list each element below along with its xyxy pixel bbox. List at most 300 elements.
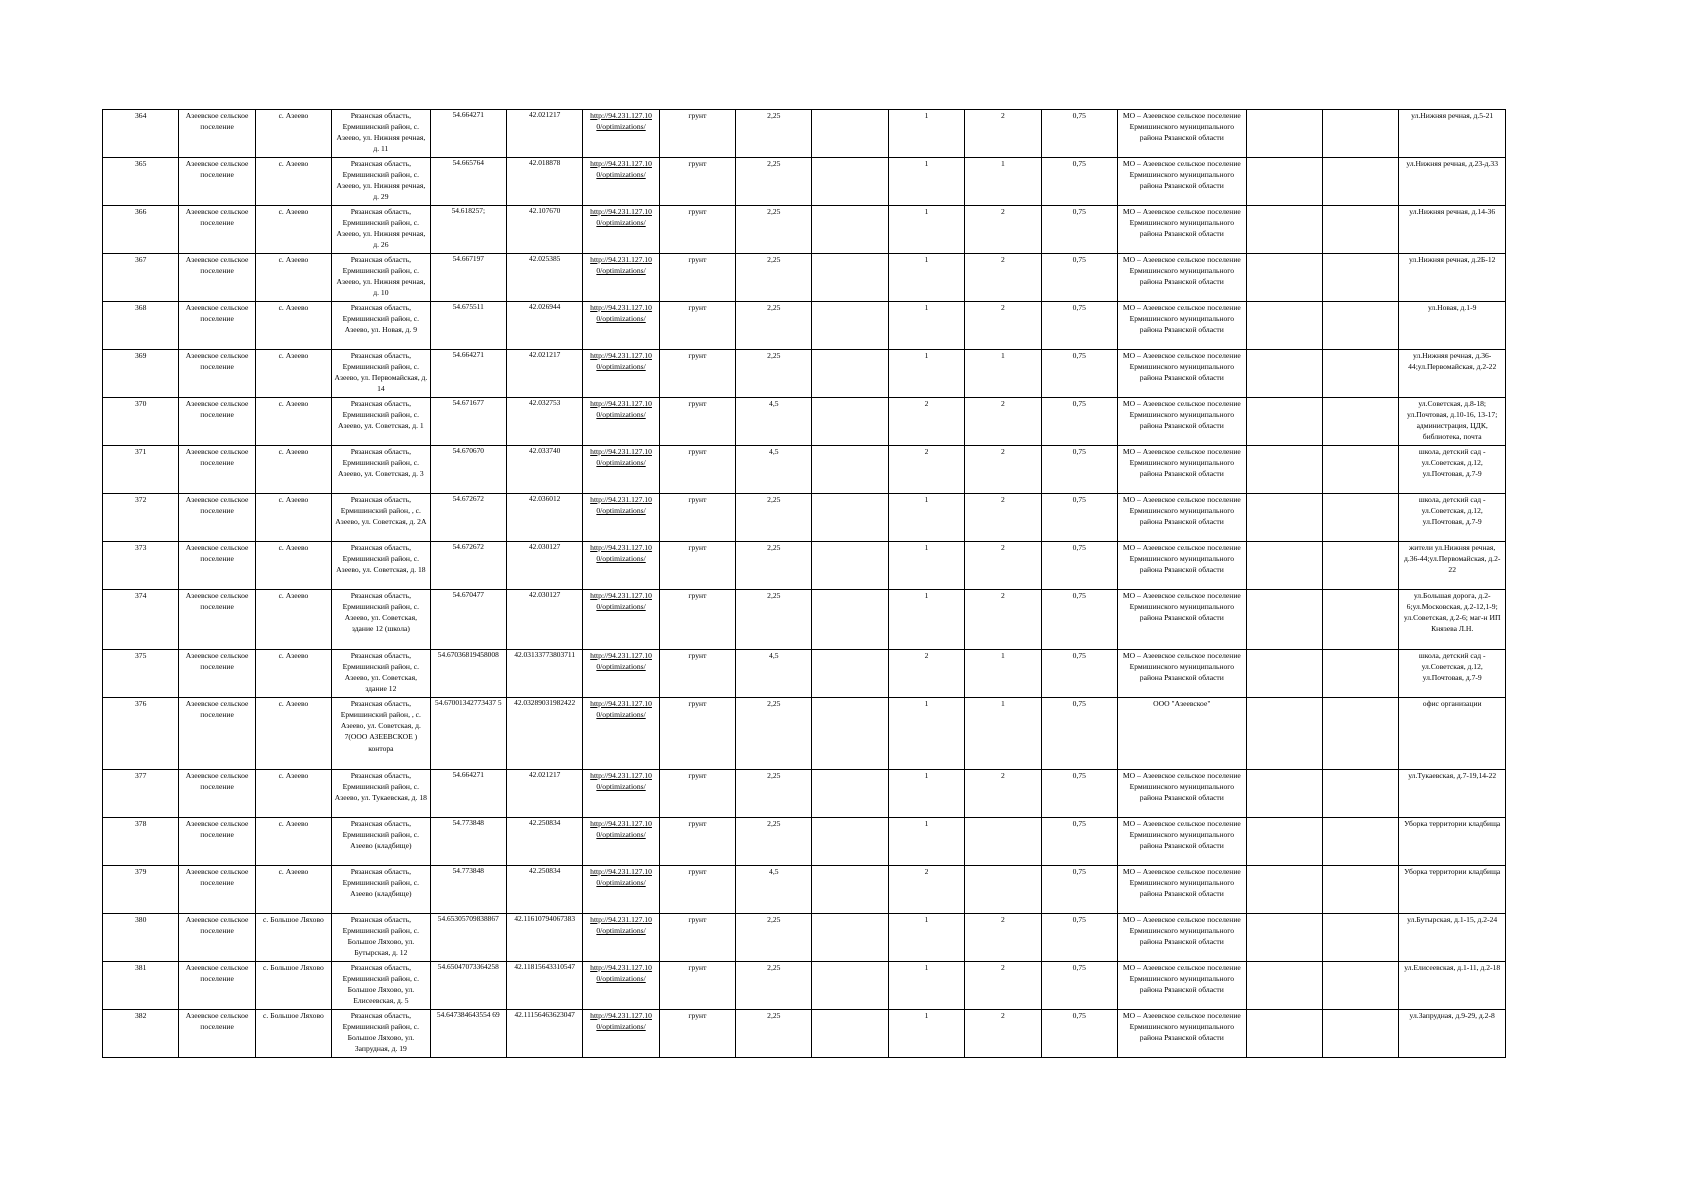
planned-count-cell <box>965 866 1041 914</box>
served-objects-cell: ул.Большая дорога, д.2-6;ул.Московская, д.2-12,1-9; ул.Советская, д.2-6; маг-н ИП Князева Л.Н. <box>1399 590 1506 650</box>
surface-type-cell: грунт <box>659 542 735 590</box>
empty-cell <box>1323 302 1399 350</box>
container-volume-cell: 0,75 <box>1041 494 1117 542</box>
empty-cell <box>1323 158 1399 206</box>
owner-cell: МО – Азеевское сельское поселение Ермишинского муниципального района Рязанской области <box>1117 206 1246 254</box>
latitude-cell: 54.672672 <box>430 542 506 590</box>
optimizations-link[interactable]: http://94.231.127.10 0/optimizations/ <box>583 206 659 254</box>
container-count-cell: 2 <box>888 866 964 914</box>
owner-cell: ООО "Азеевское" <box>1117 698 1246 770</box>
served-objects-cell: ул.Нижняя речная, д.5-21 <box>1399 110 1506 158</box>
latitude-cell: 54.773848 <box>430 818 506 866</box>
longitude-cell: 42.032753 <box>506 398 582 446</box>
surface-type-cell: грунт <box>659 650 735 698</box>
container-count-cell: 1 <box>888 110 964 158</box>
latitude-cell: 54.671677 <box>430 398 506 446</box>
latitude-cell: 54.664271 <box>430 350 506 398</box>
address-cell: Рязанская область, Ермишинский район, с. Азеево, ул. Нижняя речная, д. 10 <box>332 254 430 302</box>
optimizations-link[interactable]: http://94.231.127.10 0/optimizations/ <box>583 914 659 962</box>
empty-cell <box>1246 542 1322 590</box>
area-cell: 2,25 <box>736 110 812 158</box>
longitude-cell: 42.036012 <box>506 494 582 542</box>
optimizations-link[interactable]: http://94.231.127.10 0/optimizations/ <box>583 158 659 206</box>
address-cell: Рязанская область, Ермишинский район, с. Азеево, ул. Советская, здание 12 <box>332 650 430 698</box>
empty-cell <box>812 254 888 302</box>
row-number-cell: 380 <box>103 914 179 962</box>
settlement-cell: Азеевское сельское поселение <box>179 206 255 254</box>
longitude-cell: 42.025385 <box>506 254 582 302</box>
empty-cell <box>1323 542 1399 590</box>
locality-cell: с. Азеево <box>255 110 331 158</box>
container-count-cell: 2 <box>888 650 964 698</box>
surface-type-cell: грунт <box>659 1010 735 1058</box>
area-cell: 2,25 <box>736 818 812 866</box>
planned-count-cell: 2 <box>965 914 1041 962</box>
served-objects-cell: ул.Новая, д.1-9 <box>1399 302 1506 350</box>
table-row <box>103 770 1506 818</box>
area-cell: 2,25 <box>736 590 812 650</box>
address-cell: Рязанская область, Ермишинский район, с. Азеево, ул. Новая, д. 9 <box>332 302 430 350</box>
surface-type-cell: грунт <box>659 158 735 206</box>
longitude-cell: 42.250834 <box>506 866 582 914</box>
area-cell: 2,25 <box>736 698 812 770</box>
longitude-cell: 42.107670 <box>506 206 582 254</box>
served-objects-cell: Уборка территории кладбища <box>1399 866 1506 914</box>
locality-cell: с. Большое Ляхово <box>255 962 331 1010</box>
empty-cell <box>1323 350 1399 398</box>
owner-cell: МО – Азеевское сельское поселение Ермишинского муниципального района Рязанской области <box>1117 866 1246 914</box>
optimizations-link[interactable]: http://94.231.127.10 0/optimizations/ <box>583 650 659 698</box>
table-row <box>103 818 1506 866</box>
table-row <box>103 962 1506 1010</box>
owner-cell: МО – Азеевское сельское поселение Ермишинского муниципального района Рязанской области <box>1117 962 1246 1010</box>
empty-cell <box>812 914 888 962</box>
row-number-cell: 372 <box>103 494 179 542</box>
registry-table <box>102 109 1506 1058</box>
surface-type-cell: грунт <box>659 302 735 350</box>
served-objects-cell: Уборка территории кладбища <box>1399 818 1506 866</box>
table-row <box>103 590 1506 650</box>
owner-cell: МО – Азеевское сельское поселение Ермишинского муниципального района Рязанской области <box>1117 398 1246 446</box>
settlement-cell: Азеевское сельское поселение <box>179 698 255 770</box>
row-number-cell: 381 <box>103 962 179 1010</box>
optimizations-link[interactable]: http://94.231.127.10 0/optimizations/ <box>583 398 659 446</box>
empty-cell <box>1246 350 1322 398</box>
planned-count-cell: 2 <box>965 1010 1041 1058</box>
table-body <box>103 110 1506 1058</box>
container-count-cell: 1 <box>888 818 964 866</box>
locality-cell: с. Азеево <box>255 590 331 650</box>
row-number-cell: 371 <box>103 446 179 494</box>
empty-cell <box>1246 254 1322 302</box>
area-cell: 2,25 <box>736 254 812 302</box>
optimizations-link[interactable]: http://94.231.127.10 0/optimizations/ <box>583 494 659 542</box>
empty-cell <box>1246 698 1322 770</box>
surface-type-cell: грунт <box>659 590 735 650</box>
address-cell: Рязанская область, Ермишинский район, с. Азеево, ул. Нижняя речная, д. 26 <box>332 206 430 254</box>
latitude-cell: 54.664271 <box>430 770 506 818</box>
locality-cell: с. Азеево <box>255 302 331 350</box>
container-volume-cell: 0,75 <box>1041 590 1117 650</box>
empty-cell <box>1246 110 1322 158</box>
address-cell: Рязанская область, Ермишинский район, с. Азеево, ул. Нижняя речная, д. 11 <box>332 110 430 158</box>
served-objects-cell: ул.Нижняя речная, д.2Б-12 <box>1399 254 1506 302</box>
locality-cell: с. Азеево <box>255 494 331 542</box>
owner-cell: МО – Азеевское сельское поселение Ермишинского муниципального района Рязанской области <box>1117 818 1246 866</box>
empty-cell <box>812 206 888 254</box>
owner-cell: МО – Азеевское сельское поселение Ермишинского муниципального района Рязанской области <box>1117 542 1246 590</box>
served-objects-cell: ул.Запрудная, д.9-29, д.2-8 <box>1399 1010 1506 1058</box>
settlement-cell: Азеевское сельское поселение <box>179 494 255 542</box>
table-row <box>103 698 1506 770</box>
empty-cell <box>1246 650 1322 698</box>
locality-cell: с. Азеево <box>255 698 331 770</box>
row-number-cell: 379 <box>103 866 179 914</box>
address-cell: Рязанская область, Ермишинский район, с. Большое Ляхово, ул. Елисеевская, д. 5 <box>332 962 430 1010</box>
empty-cell <box>812 398 888 446</box>
optimizations-link[interactable]: http://94.231.127.10 0/optimizations/ <box>583 350 659 398</box>
container-count-cell: 1 <box>888 1010 964 1058</box>
surface-type-cell: грунт <box>659 350 735 398</box>
table-row <box>103 446 1506 494</box>
empty-cell <box>1323 110 1399 158</box>
latitude-cell: 54.65305709838867 <box>430 914 506 962</box>
empty-cell <box>1246 914 1322 962</box>
container-volume-cell: 0,75 <box>1041 446 1117 494</box>
container-volume-cell: 0,75 <box>1041 254 1117 302</box>
longitude-cell: 42.11610794067383 <box>506 914 582 962</box>
planned-count-cell: 2 <box>965 446 1041 494</box>
surface-type-cell: грунт <box>659 962 735 1010</box>
longitude-cell: 42.026944 <box>506 302 582 350</box>
area-cell: 2,25 <box>736 350 812 398</box>
locality-cell: с. Азеево <box>255 350 331 398</box>
row-number-cell: 368 <box>103 302 179 350</box>
owner-cell: МО – Азеевское сельское поселение Ермишинского муниципального района Рязанской области <box>1117 650 1246 698</box>
address-cell: Рязанская область, Ермишинский район, с. Азеево, ул. Тукаевская, д. 18 <box>332 770 430 818</box>
latitude-cell: 54.664271 <box>430 110 506 158</box>
address-cell: Рязанская область, Ермишинский район, с. Азеево, ул. Советская, д. 18 <box>332 542 430 590</box>
row-number-cell: 376 <box>103 698 179 770</box>
area-cell: 2,25 <box>736 914 812 962</box>
settlement-cell: Азеевское сельское поселение <box>179 770 255 818</box>
container-count-cell: 1 <box>888 698 964 770</box>
latitude-cell: 54.65047073364258 <box>430 962 506 1010</box>
owner-cell: МО – Азеевское сельское поселение Ермишинского муниципального района Рязанской области <box>1117 350 1246 398</box>
empty-cell <box>812 770 888 818</box>
empty-cell <box>1323 818 1399 866</box>
longitude-cell: 42.018878 <box>506 158 582 206</box>
empty-cell <box>812 446 888 494</box>
planned-count-cell: 2 <box>965 962 1041 1010</box>
empty-cell <box>812 590 888 650</box>
settlement-cell: Азеевское сельское поселение <box>179 1010 255 1058</box>
served-objects-cell: ул.Нижняя речная, д.14-36 <box>1399 206 1506 254</box>
table-row <box>103 542 1506 590</box>
owner-cell: МО – Азеевское сельское поселение Ермишинского муниципального района Рязанской области <box>1117 110 1246 158</box>
empty-cell <box>1323 866 1399 914</box>
settlement-cell: Азеевское сельское поселение <box>179 110 255 158</box>
optimizations-link[interactable]: http://94.231.127.10 0/optimizations/ <box>583 866 659 914</box>
locality-cell: с. Азеево <box>255 206 331 254</box>
planned-count-cell: 2 <box>965 398 1041 446</box>
settlement-cell: Азеевское сельское поселение <box>179 866 255 914</box>
planned-count-cell: 1 <box>965 650 1041 698</box>
empty-cell <box>1323 494 1399 542</box>
latitude-cell: 54.618257; <box>430 206 506 254</box>
container-count-cell: 1 <box>888 914 964 962</box>
empty-cell <box>1246 302 1322 350</box>
locality-cell: с. Большое Ляхово <box>255 914 331 962</box>
container-count-cell: 2 <box>888 398 964 446</box>
owner-cell: МО – Азеевское сельское поселение Ермишинского муниципального района Рязанской области <box>1117 914 1246 962</box>
surface-type-cell: грунт <box>659 446 735 494</box>
latitude-cell: 54.667197 <box>430 254 506 302</box>
latitude-cell: 54.773848 <box>430 866 506 914</box>
container-volume-cell: 0,75 <box>1041 914 1117 962</box>
optimizations-link[interactable]: http://94.231.127.10 0/optimizations/ <box>583 962 659 1010</box>
area-cell: 2,25 <box>736 494 812 542</box>
empty-cell <box>1246 962 1322 1010</box>
empty-cell <box>1246 494 1322 542</box>
locality-cell: с. Азеево <box>255 866 331 914</box>
latitude-cell: 54.670477 <box>430 590 506 650</box>
area-cell: 4,5 <box>736 398 812 446</box>
container-volume-cell: 0,75 <box>1041 206 1117 254</box>
surface-type-cell: грунт <box>659 206 735 254</box>
row-number-cell: 369 <box>103 350 179 398</box>
area-cell: 2,25 <box>736 206 812 254</box>
owner-cell: МО – Азеевское сельское поселение Ермишинского муниципального района Рязанской области <box>1117 158 1246 206</box>
settlement-cell: Азеевское сельское поселение <box>179 818 255 866</box>
surface-type-cell: грунт <box>659 698 735 770</box>
area-cell: 2,25 <box>736 158 812 206</box>
optimizations-link[interactable]: http://94.231.127.10 0/optimizations/ <box>583 302 659 350</box>
optimizations-link[interactable]: http://94.231.127.10 0/optimizations/ <box>583 590 659 650</box>
row-number-cell: 377 <box>103 770 179 818</box>
empty-cell <box>1246 866 1322 914</box>
empty-cell <box>812 350 888 398</box>
empty-cell <box>812 302 888 350</box>
row-number-cell: 378 <box>103 818 179 866</box>
settlement-cell: Азеевское сельское поселение <box>179 914 255 962</box>
owner-cell: МО – Азеевское сельское поселение Ермишинского муниципального района Рязанской области <box>1117 590 1246 650</box>
surface-type-cell: грунт <box>659 398 735 446</box>
area-cell: 2,25 <box>736 1010 812 1058</box>
owner-cell: МО – Азеевское сельское поселение Ермишинского муниципального района Рязанской области <box>1117 1010 1246 1058</box>
planned-count-cell: 2 <box>965 590 1041 650</box>
latitude-cell: 54.647384643554 69 <box>430 1010 506 1058</box>
empty-cell <box>812 866 888 914</box>
container-count-cell: 1 <box>888 962 964 1010</box>
table-row <box>103 158 1506 206</box>
planned-count-cell: 1 <box>965 158 1041 206</box>
container-volume-cell: 0,75 <box>1041 302 1117 350</box>
longitude-cell: 42.03133773803711 <box>506 650 582 698</box>
planned-count-cell: 2 <box>965 110 1041 158</box>
optimizations-link[interactable]: http://94.231.127.10 0/optimizations/ <box>583 1010 659 1058</box>
empty-cell <box>1246 398 1322 446</box>
container-count-cell: 1 <box>888 254 964 302</box>
surface-type-cell: грунт <box>659 254 735 302</box>
empty-cell <box>1323 962 1399 1010</box>
empty-cell <box>1323 1010 1399 1058</box>
empty-cell <box>812 110 888 158</box>
settlement-cell: Азеевское сельское поселение <box>179 542 255 590</box>
empty-cell <box>1246 590 1322 650</box>
area-cell: 4,5 <box>736 446 812 494</box>
latitude-cell: 54.675511 <box>430 302 506 350</box>
empty-cell <box>812 650 888 698</box>
optimizations-link[interactable]: http://94.231.127.10 0/optimizations/ <box>583 110 659 158</box>
container-volume-cell: 0,75 <box>1041 770 1117 818</box>
table-row <box>103 866 1506 914</box>
address-cell: Рязанская область, Ермишинский район, с. Азеево, ул. Советская, д. 3 <box>332 446 430 494</box>
row-number-cell: 382 <box>103 1010 179 1058</box>
longitude-cell: 42.250834 <box>506 818 582 866</box>
row-number-cell: 367 <box>103 254 179 302</box>
area-cell: 2,25 <box>736 962 812 1010</box>
container-count-cell: 1 <box>888 158 964 206</box>
table-row <box>103 1010 1506 1058</box>
surface-type-cell: грунт <box>659 818 735 866</box>
empty-cell <box>1323 398 1399 446</box>
address-cell: Рязанская область, Ермишинский район, , с. Азеево, ул. Советская, д. 2А <box>332 494 430 542</box>
longitude-cell: 42.11815643310547 <box>506 962 582 1010</box>
empty-cell <box>1323 254 1399 302</box>
served-objects-cell: ул.Бутырская, д.1-15, д.2-24 <box>1399 914 1506 962</box>
owner-cell: МО – Азеевское сельское поселение Ермишинского муниципального района Рязанской области <box>1117 254 1246 302</box>
empty-cell <box>1323 650 1399 698</box>
planned-count-cell: 1 <box>965 350 1041 398</box>
row-number-cell: 374 <box>103 590 179 650</box>
served-objects-cell: ул.Нижняя речная, д.23-д.33 <box>1399 158 1506 206</box>
container-volume-cell: 0,75 <box>1041 962 1117 1010</box>
longitude-cell: 42.030127 <box>506 542 582 590</box>
latitude-cell: 54.67036819458008 <box>430 650 506 698</box>
served-objects-cell: ул.Нижняя речная, д.36-44;ул.Первомайская, д.2-22 <box>1399 350 1506 398</box>
served-objects-cell: школа, детский сад - ул.Советская, д.12, ул.Почтовая, д.7-9 <box>1399 494 1506 542</box>
planned-count-cell: 2 <box>965 254 1041 302</box>
longitude-cell: 42.033740 <box>506 446 582 494</box>
row-number-cell: 370 <box>103 398 179 446</box>
optimizations-link[interactable]: http://94.231.127.10 0/optimizations/ <box>583 770 659 818</box>
settlement-cell: Азеевское сельское поселение <box>179 446 255 494</box>
address-cell: Рязанская область, Ермишинский район, с. Азеево, ул. Первомайская, д. 14 <box>332 350 430 398</box>
area-cell: 2,25 <box>736 302 812 350</box>
owner-cell: МО – Азеевское сельское поселение Ермишинского муниципального района Рязанской области <box>1117 446 1246 494</box>
empty-cell <box>1246 770 1322 818</box>
surface-type-cell: грунт <box>659 494 735 542</box>
container-volume-cell: 0,75 <box>1041 398 1117 446</box>
empty-cell <box>1246 818 1322 866</box>
optimizations-link[interactable]: http://94.231.127.10 0/optimizations/ <box>583 542 659 590</box>
empty-cell <box>1246 1010 1322 1058</box>
row-number-cell: 375 <box>103 650 179 698</box>
empty-cell <box>812 818 888 866</box>
container-volume-cell: 0,75 <box>1041 818 1117 866</box>
locality-cell: с. Большое Ляхово <box>255 1010 331 1058</box>
empty-cell <box>1323 590 1399 650</box>
area-cell: 4,5 <box>736 650 812 698</box>
latitude-cell: 54.665764 <box>430 158 506 206</box>
container-volume-cell: 0,75 <box>1041 866 1117 914</box>
owner-cell: МО – Азеевское сельское поселение Ермишинского муниципального района Рязанской области <box>1117 770 1246 818</box>
locality-cell: с. Азеево <box>255 446 331 494</box>
empty-cell <box>812 158 888 206</box>
optimizations-link[interactable]: http://94.231.127.10 0/optimizations/ <box>583 698 659 770</box>
longitude-cell: 42.11156463623047 <box>506 1010 582 1058</box>
table-row <box>103 650 1506 698</box>
planned-count-cell: 2 <box>965 494 1041 542</box>
container-volume-cell: 0,75 <box>1041 350 1117 398</box>
locality-cell: с. Азеево <box>255 398 331 446</box>
empty-cell <box>812 1010 888 1058</box>
area-cell: 2,25 <box>736 770 812 818</box>
address-cell: Рязанская область, Ермишинский район, с. Азеево, ул. Советская, д. 1 <box>332 398 430 446</box>
container-count-cell: 1 <box>888 494 964 542</box>
address-cell: Рязанская область, Ермишинский район, с. Азеево (кладбище) <box>332 866 430 914</box>
settlement-cell: Азеевское сельское поселение <box>179 398 255 446</box>
latitude-cell: 54.672672 <box>430 494 506 542</box>
empty-cell <box>1323 770 1399 818</box>
address-cell: Рязанская область, Ермишинский район, с. Азеево (кладбище) <box>332 818 430 866</box>
empty-cell <box>812 698 888 770</box>
longitude-cell: 42.021217 <box>506 350 582 398</box>
container-volume-cell: 0,75 <box>1041 650 1117 698</box>
table-row <box>103 914 1506 962</box>
empty-cell <box>1246 206 1322 254</box>
settlement-cell: Азеевское сельское поселение <box>179 962 255 1010</box>
container-count-cell: 1 <box>888 542 964 590</box>
container-count-cell: 2 <box>888 446 964 494</box>
surface-type-cell: грунт <box>659 110 735 158</box>
locality-cell: с. Азеево <box>255 254 331 302</box>
row-number-cell: 373 <box>103 542 179 590</box>
row-number-cell: 365 <box>103 158 179 206</box>
optimizations-link[interactable]: http://94.231.127.10 0/optimizations/ <box>583 818 659 866</box>
optimizations-link[interactable]: http://94.231.127.10 0/optimizations/ <box>583 254 659 302</box>
planned-count-cell: 2 <box>965 542 1041 590</box>
optimizations-link[interactable]: http://94.231.127.10 0/optimizations/ <box>583 446 659 494</box>
served-objects-cell: школа, детский сад - ул.Советская, д.12, ул.Почтовая, д.7-9 <box>1399 446 1506 494</box>
empty-cell <box>1246 158 1322 206</box>
owner-cell: МО – Азеевское сельское поселение Ермишинского муниципального района Рязанской области <box>1117 494 1246 542</box>
settlement-cell: Азеевское сельское поселение <box>179 254 255 302</box>
empty-cell <box>1323 206 1399 254</box>
served-objects-cell: ул.Советская, д.8-18; ул.Почтовая, д.10-16, 13-17; администрация, ЦДК, библиотека, почта <box>1399 398 1506 446</box>
settlement-cell: Азеевское сельское поселение <box>179 350 255 398</box>
container-count-cell: 1 <box>888 770 964 818</box>
empty-cell <box>1323 698 1399 770</box>
longitude-cell: 42.021217 <box>506 770 582 818</box>
table-row <box>103 110 1506 158</box>
container-volume-cell: 0,75 <box>1041 158 1117 206</box>
settlement-cell: Азеевское сельское поселение <box>179 158 255 206</box>
empty-cell <box>1323 446 1399 494</box>
served-objects-cell: офис организации <box>1399 698 1506 770</box>
served-objects-cell: жители ул.Нижняя речная, д.36-44;ул.Первомайская, д.2-22 <box>1399 542 1506 590</box>
container-count-cell: 1 <box>888 206 964 254</box>
latitude-cell: 54.67001342773437 5 <box>430 698 506 770</box>
settlement-cell: Азеевское сельское поселение <box>179 302 255 350</box>
container-volume-cell: 0,75 <box>1041 698 1117 770</box>
row-number-cell: 364 <box>103 110 179 158</box>
table-row <box>103 254 1506 302</box>
planned-count-cell: 2 <box>965 770 1041 818</box>
area-cell: 4,5 <box>736 866 812 914</box>
planned-count-cell: 2 <box>965 302 1041 350</box>
